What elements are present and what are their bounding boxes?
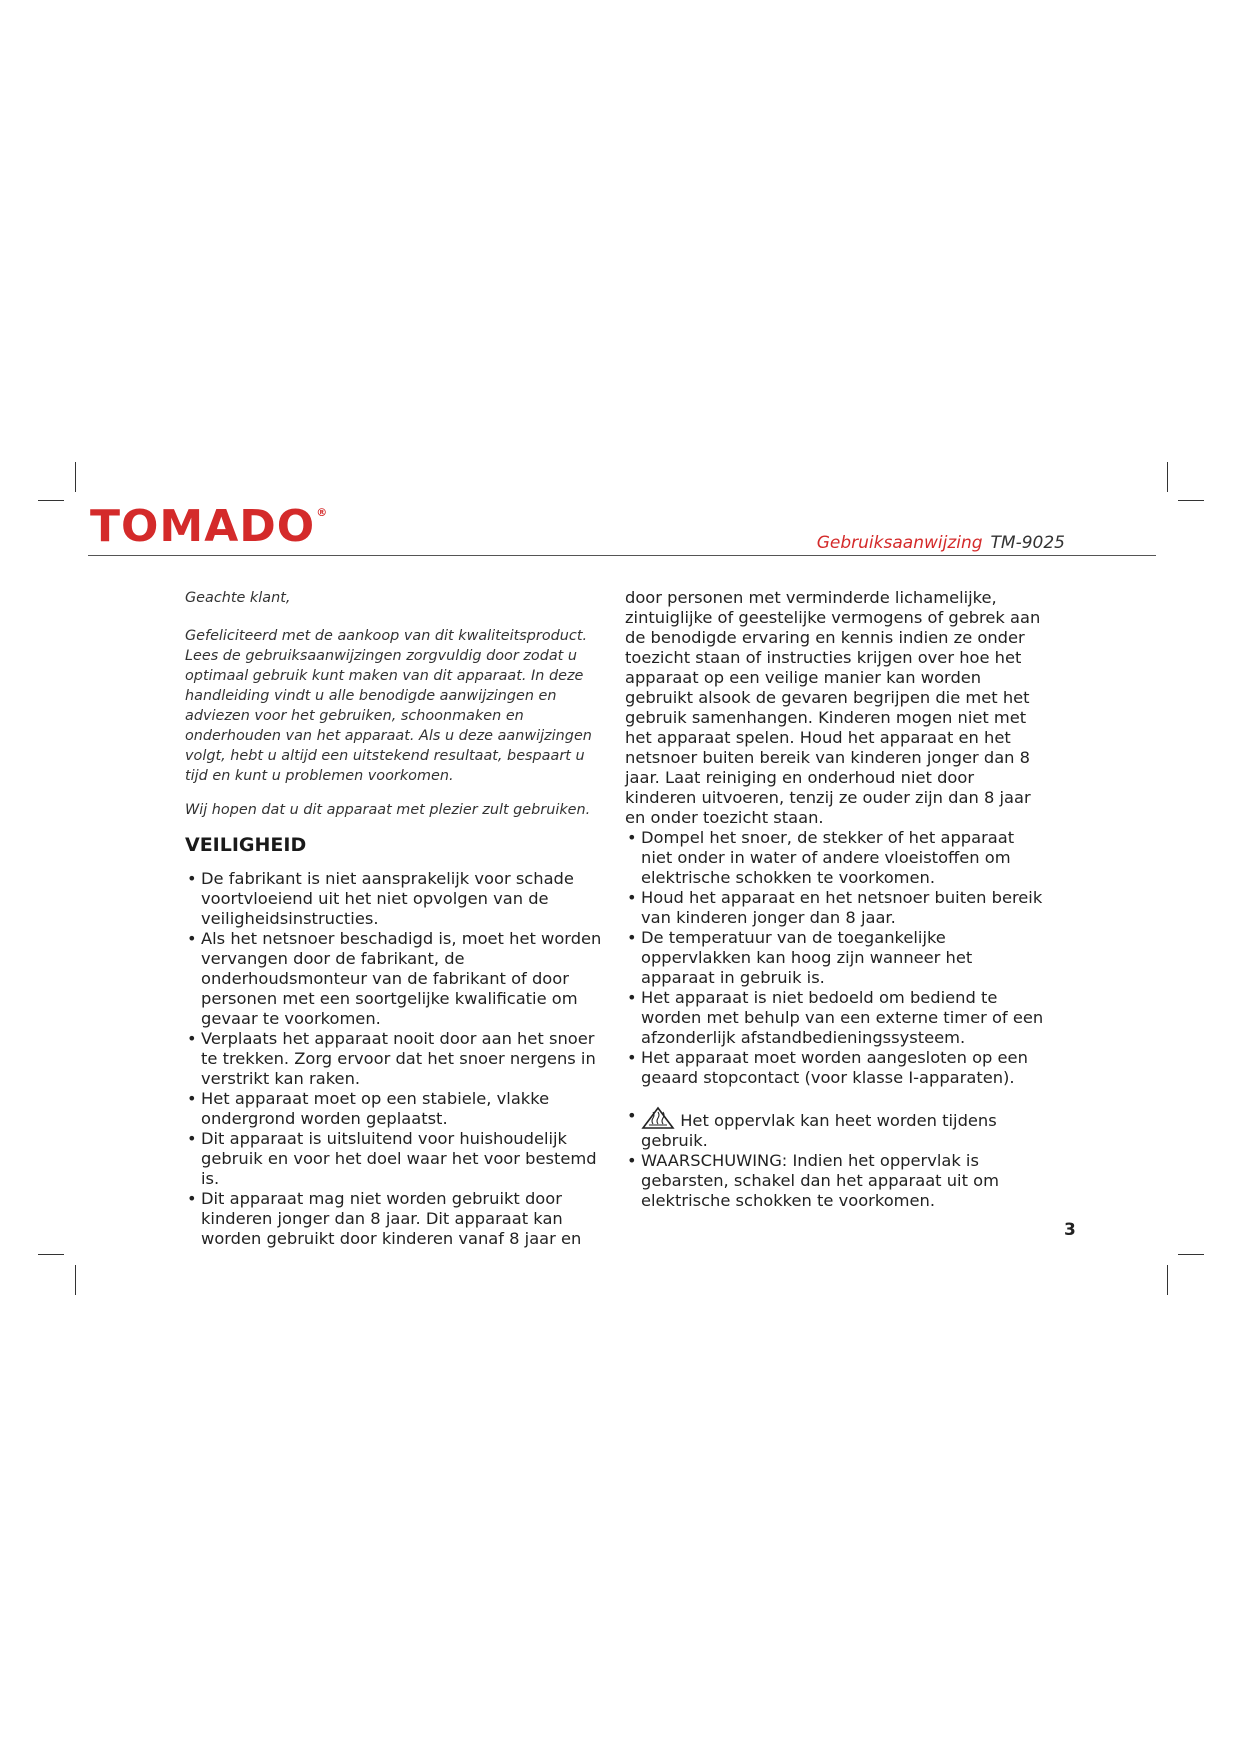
list-item: • Dit apparaat is uitsluitend voor huishoudelijk gebruik en voor het doel waar het voor bestemd is. — [185, 1129, 605, 1189]
crop-mark — [75, 1265, 76, 1295]
safety-list — [185, 869, 605, 1249]
safety-list-continued — [625, 588, 1045, 1211]
crop-mark — [1167, 1265, 1168, 1295]
list-item: • Het apparaat is niet bedoeld om bediend te worden met behulp van een externe timer of een afzonderlijk afstandbedieningssysteem. — [625, 988, 1045, 1048]
crop-mark — [1178, 1254, 1204, 1255]
introduction — [185, 588, 605, 820]
list-item: • Het apparaat moet op een stabiele, vlakke ondergrond worden geplaatst. — [185, 1089, 605, 1129]
list-item-hot-surface — [625, 1106, 1045, 1151]
section-heading: VEILIGHEID — [185, 834, 307, 856]
registered-mark: ® — [316, 506, 329, 519]
brand-logo — [90, 501, 329, 552]
list-item: • De temperatuur van de toegankelijke oppervlakken kan hoog zijn wanneer het apparaat in gebruik is. — [625, 928, 1045, 988]
greeting: Geachte klant, — [185, 590, 291, 606]
document-header — [817, 533, 1065, 553]
brand-name: TOMADO — [90, 501, 316, 552]
crop-mark — [75, 462, 76, 492]
right-column — [625, 588, 1045, 1211]
model-number: TM-9025 — [990, 533, 1065, 553]
header-divider — [88, 555, 1156, 556]
list-item: • Dit apparaat mag niet worden gebruikt door kinderen jonger dan 8 jaar. Dit apparaat kan worden gebruikt door kinderen vanaf 8 jaar en — [185, 1189, 605, 1249]
intro-paragraph: Wij hopen dat u dit apparaat met plezier zult gebruiken. — [185, 802, 591, 818]
list-item-continuation: door personen met verminderde lichamelijke, zintuiglijke of geestelijke vermogens of gebrek aan de benodigde ervaring en kennis indien ze onder toezicht staan of instructies krijgen over hoe het apparaat op een veilige manier kan worden gebruikt alsook de gevaren begrijpen die met het gebruik samenhangen. Kinderen mogen niet met het apparaat spelen. Houd het apparaat en het netsnoer buiten bereik van kinderen jonger dan 8 jaar. Laat reiniging en onderhoud niet door kinderen uitvoeren, tenzij ze ouder zijn dan 8 jaar en onder toezicht staan. — [625, 588, 1041, 827]
list-item: • Houd het apparaat en het netsnoer buiten bereik van kinderen jonger dan 8 jaar. — [625, 888, 1045, 928]
list-item: • Dompel het snoer, de stekker of het apparaat niet onder in water of andere vloeistoffen om elektrische schokken te voorkomen. — [625, 828, 1045, 888]
list-item: • Als het netsnoer beschadigd is, moet het worden vervangen door de fabrikant, de onderhoudsmonteur van de fabrikant of door personen met een soortgelijke kwalificatie om gevaar te voorkomen. — [185, 929, 605, 1029]
crop-mark — [38, 500, 64, 501]
crop-mark — [1178, 500, 1204, 501]
left-column — [185, 588, 605, 1249]
crop-mark — [38, 1254, 64, 1255]
page-number: 3 — [1064, 1220, 1076, 1240]
hot-surface-text: Het oppervlak kan heet worden tijdens gebruik. — [641, 1111, 997, 1150]
list-item-warning: • WAARSCHUWING: Indien het oppervlak is gebarsten, schakel dan het apparaat uit om elektrische schokken te voorkomen. — [625, 1151, 1045, 1211]
list-item: • Verplaats het apparaat nooit door aan het snoer te trekken. Zorg ervoor dat het snoer nergens in verstrikt kan raken. — [185, 1029, 605, 1089]
list-item: • De fabrikant is niet aansprakelijk voor schade voortvloeiend uit het niet opvolgen van de veiligheidsinstructies. — [185, 869, 605, 929]
hot-surface-warning-icon — [641, 1106, 675, 1128]
intro-paragraph: Gefeliciteerd met de aankoop van dit kwaliteitsproduct. Lees de gebruiksaanwijzingen zorgvuldig door zodat u optimaal gebruik kunt maken van dit apparaat. In deze handleiding vindt u alle benodigde aanwijzingen en adviezen voor het gebruiken, schoonmaken en onderhouden van het apparaat. Als u deze aanwijzingen volgt, hebt u altijd een uitstekend resultaat, bespaart u tijd en kunt u problemen voorkomen. — [185, 628, 592, 784]
list-item: • Het apparaat moet worden aangesloten op een geaard stopcontact (voor klasse I-apparaten). — [625, 1048, 1045, 1088]
crop-mark — [1167, 462, 1168, 492]
document-title: Gebruiksaanwijzing — [816, 533, 983, 553]
